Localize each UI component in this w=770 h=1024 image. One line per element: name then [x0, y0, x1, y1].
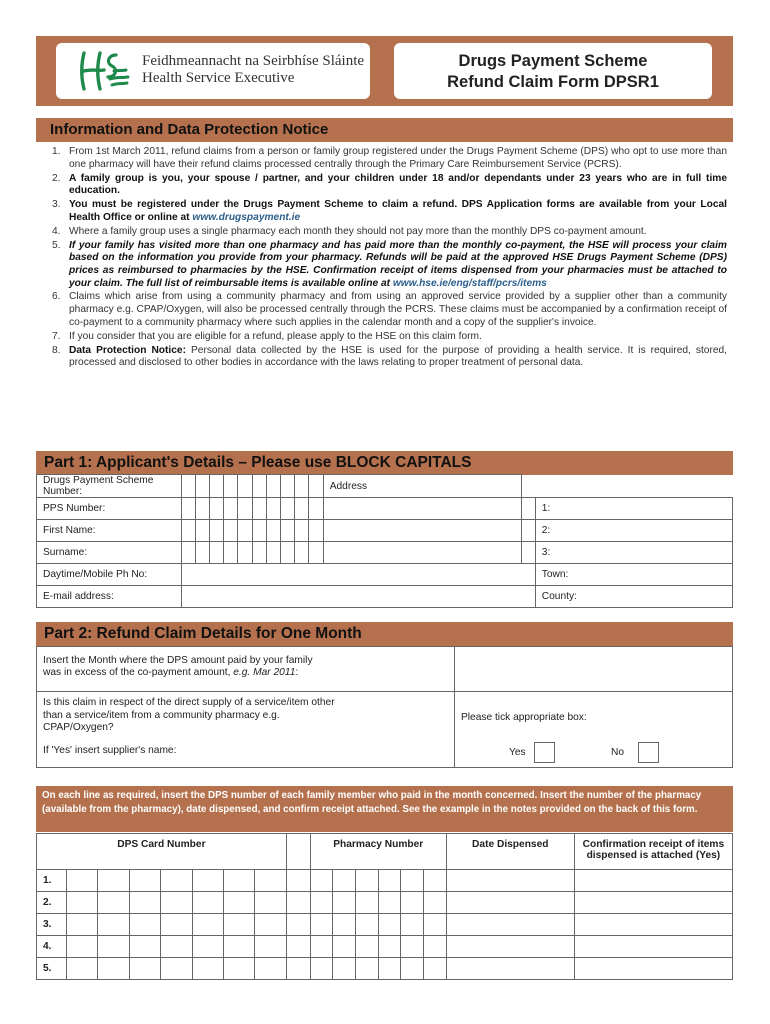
- pharmacy-number-cell[interactable]: [333, 958, 356, 979]
- character-cell[interactable]: [266, 498, 280, 520]
- email-input[interactable]: [181, 586, 535, 608]
- pharmacy-number-input[interactable]: [310, 870, 446, 892]
- dps-card-cell[interactable]: [129, 892, 160, 914]
- address-field[interactable]: 3:: [535, 542, 732, 564]
- dps-number-cell[interactable]: [209, 475, 223, 498]
- dps-card-cell[interactable]: [98, 892, 129, 914]
- dps-number-cell[interactable]: [181, 475, 195, 498]
- dps-card-cell[interactable]: [255, 892, 286, 914]
- dps-number-cell[interactable]: [252, 475, 266, 498]
- claim-row: [37, 892, 733, 914]
- form-title-line2: Refund Claim Form DPSR1: [447, 73, 659, 91]
- pharmacy-number-cell[interactable]: [356, 892, 379, 913]
- dps-card-cell[interactable]: [192, 958, 223, 980]
- part1-heading: Part 1: Applicant's Details – Please use BLOCK CAPITALS: [36, 451, 733, 475]
- confirmation-input[interactable]: [574, 936, 732, 958]
- confirmation-input[interactable]: [574, 914, 732, 936]
- address-field[interactable]: County:: [535, 586, 732, 608]
- dps-card-cell[interactable]: [161, 936, 192, 958]
- pharmacy-number-cell[interactable]: [424, 914, 446, 935]
- row-spacer: [286, 914, 310, 936]
- month-input[interactable]: [455, 647, 733, 692]
- pharmacy-number-input[interactable]: [310, 892, 446, 914]
- character-cell[interactable]: [309, 542, 323, 564]
- character-cell[interactable]: [224, 542, 238, 564]
- character-cell[interactable]: [224, 520, 238, 542]
- dps-card-cell[interactable]: [129, 958, 160, 980]
- direct-supply-line1: Is this claim in respect of the direct supply of a service/item other: [43, 697, 335, 708]
- notice-item-text: If you consider that you are eligible for a refund, please apply to the HSE on this claim form.: [69, 330, 482, 342]
- pharmacy-number-cell[interactable]: [401, 958, 424, 979]
- dps-card-cell[interactable]: [98, 914, 129, 936]
- pharmacy-number-cell[interactable]: [333, 870, 356, 891]
- org-name-english: Health Service Executive: [142, 70, 295, 86]
- notice-heading: Information and Data Protection Notice: [36, 118, 733, 142]
- notice-item-number: 1.: [52, 146, 61, 157]
- pharmacy-number-cell[interactable]: [333, 914, 356, 935]
- dps-number-cell[interactable]: [238, 475, 252, 498]
- dps-card-cell[interactable]: [161, 870, 192, 892]
- claim-row: [37, 914, 733, 936]
- confirmation-header: [574, 834, 732, 870]
- dps-number-cell[interactable]: [309, 475, 323, 498]
- notice-item: [36, 199, 733, 224]
- pharmacy-number-cell[interactable]: [311, 892, 334, 913]
- hse-logo-panel: [56, 43, 370, 99]
- applicant-row: [37, 586, 733, 608]
- claim-row-number: 3.: [37, 914, 67, 936]
- yes-label: Yes: [509, 747, 526, 759]
- character-cell[interactable]: [281, 498, 295, 520]
- character-cell[interactable]: [521, 498, 535, 520]
- character-cell[interactable]: [295, 498, 309, 520]
- dps-card-cell[interactable]: [67, 958, 98, 980]
- character-cell[interactable]: [252, 520, 266, 542]
- dps-card-cell[interactable]: [129, 914, 160, 936]
- date-dispensed-input[interactable]: [446, 958, 574, 980]
- no-option: [611, 742, 659, 763]
- claim-instructions: On each line as required, insert the DPS number of each family member who paid in the month concerned. Insert the number of the pharmacy (available from the pharmacy), date dispensed, and confirm receipt attached. See the example in the notes provided on the back of this form.: [36, 786, 733, 832]
- pharmacy-number-cell[interactable]: [356, 914, 379, 935]
- character-cell[interactable]: [181, 498, 195, 520]
- row-spacer: [286, 892, 310, 914]
- notice-item-number: 3.: [52, 199, 61, 211]
- notice-item-number: 2.: [52, 172, 61, 184]
- date-dispensed-input[interactable]: [446, 870, 574, 892]
- yes-option: [509, 742, 555, 763]
- date-dispensed-header: Date Dispensed: [446, 834, 574, 870]
- org-name-irish: Feidhmeannacht na Seirbhíse Sláinte: [142, 53, 365, 69]
- character-cell[interactable]: [252, 498, 266, 520]
- pharmacy-number-cell[interactable]: [379, 958, 402, 979]
- notice-item-text: If your family has visited more than one pharmacy and has paid more than the monthly co-payment, the HSE will process your claim based on the information you provide from your pharmacy. Refunds will be paid at the approved HSE Drugs Payment Scheme (DPS) prices as reimbursed to pharmacies by the HSE. Confirmation receipt of items dispensed from your pharmacies must be attached to your claim. The full list of reimbursable items is available online at: [69, 239, 727, 289]
- notice-item-lead: Data Protection Notice:: [69, 344, 186, 356]
- pharmacy-number-cell[interactable]: [311, 914, 334, 935]
- pharmacy-number-cell[interactable]: [424, 870, 446, 891]
- applicant-details-table: [36, 474, 733, 608]
- dps-card-cell[interactable]: [161, 892, 192, 914]
- dps-card-cell[interactable]: [223, 936, 254, 958]
- hse-logo-icon: [78, 49, 130, 93]
- character-cell[interactable]: [195, 542, 209, 564]
- notice-item-text: Claims which arise from using a community pharmacy and from using an approved service provided by a supplier other than a community pharmacy e.g. CPAP/Oxygen, will also be processed centrally through the PCRS. These claims must be accompanied by a confirmation receipt of co-payment to a community pharmacy where such applies in the calendar month and a copy of the supplier's invoice.: [69, 291, 727, 328]
- applicant-field-label: PPS Number:: [37, 498, 182, 520]
- character-cell[interactable]: [281, 520, 295, 542]
- claim-row-number: 5.: [37, 958, 67, 980]
- claim-row: [37, 958, 733, 980]
- month-example: e.g. Mar 2011: [233, 667, 296, 678]
- character-cell[interactable]: [238, 520, 252, 542]
- notice-item-text: A family group is you, your spouse / partner, and your children under 18 and/or dependants under 23 years who are in full time education.: [69, 172, 727, 197]
- dps-card-cell[interactable]: [67, 936, 98, 958]
- applicant-row: [37, 564, 733, 586]
- dps-card-cell[interactable]: [98, 870, 129, 892]
- character-cell[interactable]: [238, 542, 252, 564]
- character-cell[interactable]: [309, 498, 323, 520]
- date-dispensed-input[interactable]: [446, 892, 574, 914]
- dps-card-cell[interactable]: [223, 958, 254, 980]
- dps-card-cell[interactable]: [255, 958, 286, 980]
- pharmacy-number-cell[interactable]: [356, 936, 379, 957]
- refund-claim-table: [36, 646, 733, 768]
- confirmation-input[interactable]: [574, 958, 732, 980]
- dps-number-cell[interactable]: [224, 475, 238, 498]
- supplier-name-label: If 'Yes' insert supplier's name:: [43, 744, 177, 756]
- character-cell[interactable]: [295, 542, 309, 564]
- character-cell[interactable]: [181, 542, 195, 564]
- notice-item: [36, 146, 733, 171]
- pharmacy-number-cell[interactable]: [401, 914, 424, 935]
- applicant-field-label: Daytime/Mobile Ph No:: [37, 564, 182, 586]
- notice-item-number: 5.: [52, 239, 61, 251]
- no-checkbox[interactable]: [638, 742, 659, 763]
- address-field[interactable]: 2:: [535, 520, 732, 542]
- applicant-field-label: First Name:: [37, 520, 182, 542]
- applicant-field-label: E-mail address:: [37, 586, 182, 608]
- pharmacy-number-cell[interactable]: [424, 892, 446, 913]
- pharmacy-number-cell[interactable]: [401, 892, 424, 913]
- tick-cell: [455, 692, 733, 768]
- character-cell[interactable]: [521, 542, 535, 564]
- notice-link[interactable]: www.drugspayment.ie: [192, 211, 301, 223]
- dps-card-cell[interactable]: [255, 936, 286, 958]
- dps-card-cell[interactable]: [161, 914, 192, 936]
- notice-item: [36, 240, 733, 290]
- header-spacer: [286, 834, 310, 870]
- character-cell[interactable]: [238, 498, 252, 520]
- character-cell[interactable]: [323, 498, 521, 520]
- notice-item-number: 4.: [52, 225, 61, 237]
- dps-card-cell[interactable]: [192, 892, 223, 914]
- pharmacy-number-cell[interactable]: [379, 914, 402, 935]
- character-cell[interactable]: [195, 498, 209, 520]
- form-title-line1: Drugs Payment Scheme: [458, 52, 648, 70]
- applicant-row: [37, 498, 733, 520]
- part2-heading: Part 2: Refund Claim Details for One Month: [36, 622, 733, 646]
- dps-card-cell[interactable]: [161, 958, 192, 980]
- notice-item-number: 7.: [52, 330, 61, 342]
- notice-item: [36, 226, 733, 239]
- notice-item: [36, 331, 733, 344]
- pharmacy-number-cell[interactable]: [311, 870, 334, 891]
- month-question-line2: was in excess of the co-payment amount, e.g. Mar 2011:: [43, 667, 299, 678]
- yes-checkbox[interactable]: [534, 742, 555, 763]
- row-spacer: [286, 870, 310, 892]
- row-spacer: [286, 958, 310, 980]
- date-dispensed-input[interactable]: [446, 936, 574, 958]
- dps-card-cell[interactable]: [192, 936, 223, 958]
- character-cell[interactable]: [266, 542, 280, 564]
- applicant-row: [37, 520, 733, 542]
- month-question-line1: Insert the Month where the DPS amount paid by your family: [43, 655, 313, 666]
- pharmacy-number-input[interactable]: [310, 914, 446, 936]
- form-title-panel: [394, 43, 712, 99]
- character-cell[interactable]: [195, 520, 209, 542]
- pharmacy-number-cell[interactable]: [379, 870, 402, 891]
- dps-number-cell[interactable]: [281, 475, 295, 498]
- address-field[interactable]: 1:: [535, 498, 732, 520]
- character-cell[interactable]: [323, 542, 521, 564]
- confirmation-input[interactable]: [574, 892, 732, 914]
- applicant-row: [37, 542, 733, 564]
- character-cell[interactable]: [252, 542, 266, 564]
- pharmacy-number-cell[interactable]: [401, 870, 424, 891]
- confirmation-header-line1: Confirmation receipt of items: [582, 839, 725, 850]
- month-question: [37, 647, 455, 692]
- date-dispensed-input[interactable]: [446, 914, 574, 936]
- pharmacy-number-input[interactable]: [310, 958, 446, 980]
- pharmacy-number-cell[interactable]: [356, 958, 379, 979]
- character-cell[interactable]: [309, 520, 323, 542]
- dps-card-cell[interactable]: [67, 892, 98, 914]
- character-cell[interactable]: [266, 520, 280, 542]
- form-header: [36, 36, 733, 106]
- notice-item-number: 6.: [52, 291, 61, 303]
- claim-row: [37, 936, 733, 958]
- notice-item: [36, 173, 733, 198]
- direct-supply-question: [37, 692, 455, 768]
- notice-list: [36, 146, 733, 371]
- pharmacy-number-cell[interactable]: [311, 958, 334, 979]
- dps-card-cell[interactable]: [192, 870, 223, 892]
- pharmacy-number-cell[interactable]: [424, 936, 446, 957]
- direct-supply-line3: CPAP/Oxygen?: [43, 722, 114, 733]
- pharmacy-number-cell[interactable]: [379, 936, 402, 957]
- org-name: [142, 53, 364, 87]
- dps-card-cell[interactable]: [255, 870, 286, 892]
- dps-number-cell[interactable]: [195, 475, 209, 498]
- row-spacer: [286, 936, 310, 958]
- pharmacy-number-cell[interactable]: [424, 958, 446, 979]
- character-cell[interactable]: [209, 520, 223, 542]
- notice-item: [36, 345, 733, 370]
- phone-input[interactable]: [181, 564, 535, 586]
- pharmacy-number-header: Pharmacy Number: [310, 834, 446, 870]
- notice-item-text: Where a family group uses a single pharmacy each month they should not pay more than the monthly DPS co-payment amount.: [69, 225, 647, 237]
- applicant-field-label: Drugs Payment Scheme Number:: [37, 475, 182, 498]
- character-cell[interactable]: [281, 542, 295, 564]
- notice-link[interactable]: www.hse.ie/eng/staff/pcrs/items: [392, 277, 547, 289]
- address-field[interactable]: Town:: [535, 564, 732, 586]
- character-cell[interactable]: [209, 542, 223, 564]
- character-cell[interactable]: [209, 498, 223, 520]
- confirmation-input[interactable]: [574, 870, 732, 892]
- dps-card-cell[interactable]: [67, 914, 98, 936]
- applicant-field-label: Surname:: [37, 542, 182, 564]
- dps-card-cell[interactable]: [223, 914, 254, 936]
- dps-card-cell[interactable]: [98, 958, 129, 980]
- notice-item: [36, 291, 733, 329]
- dps-card-cell[interactable]: [67, 870, 98, 892]
- dps-card-cell[interactable]: [129, 936, 160, 958]
- confirmation-header-line2: dispensed is attached (Yes): [586, 850, 721, 861]
- pharmacy-number-cell[interactable]: [333, 936, 356, 957]
- applicant-row: [37, 475, 733, 498]
- notice-item-number: 8.: [52, 344, 61, 356]
- claims-grid: [36, 833, 733, 980]
- dps-card-cell[interactable]: [223, 892, 254, 914]
- pharmacy-number-cell[interactable]: [311, 936, 334, 957]
- pharmacy-number-cell[interactable]: [379, 892, 402, 913]
- notice-item-text: You must be registered under the Drugs Payment Scheme to claim a refund. DPS Application forms are available from your Local Health Office or online at: [69, 199, 727, 223]
- claim-row: [37, 870, 733, 892]
- dps-number-cell[interactable]: [266, 475, 280, 498]
- dps-card-cell[interactable]: [98, 936, 129, 958]
- no-label: No: [611, 747, 625, 759]
- notice-item-text: Personal data collected by the HSE is used for the purpose of providing a health service. It is required, stored, processed and disclosed to other bodies in accordance with the laws relating to proper treatment of personal data.: [69, 344, 728, 369]
- claim-row-number: 2.: [37, 892, 67, 914]
- character-cell[interactable]: [295, 520, 309, 542]
- character-cell[interactable]: [323, 520, 521, 542]
- pharmacy-number-cell[interactable]: [401, 936, 424, 957]
- address-field: Address: [323, 475, 521, 498]
- pharmacy-number-cell[interactable]: [333, 892, 356, 913]
- notice-item-text: From 1st March 2011, refund claims from a person or family group registered under the Drugs Payment Scheme (DPS) who opt to use more than one pharmacy will have their refund claims processed centrally through the Primary Care Reimbursement Service (PCRS).: [69, 146, 727, 170]
- dps-number-cell[interactable]: [295, 475, 309, 498]
- character-cell[interactable]: [181, 520, 195, 542]
- character-cell[interactable]: [224, 498, 238, 520]
- dps-card-cell[interactable]: [129, 870, 160, 892]
- pharmacy-number-input[interactable]: [310, 936, 446, 958]
- claim-row-number: 4.: [37, 936, 67, 958]
- dps-card-cell[interactable]: [255, 914, 286, 936]
- dps-card-cell[interactable]: [223, 870, 254, 892]
- dps-card-cell[interactable]: [192, 914, 223, 936]
- tick-instruction: Please tick appropriate box:: [461, 712, 587, 723]
- claim-row-number: 1.: [37, 870, 67, 892]
- dps-card-header: DPS Card Number: [37, 834, 287, 870]
- pharmacy-number-cell[interactable]: [356, 870, 379, 891]
- direct-supply-line2: than a service/item from a community pharmacy e.g.: [43, 709, 280, 721]
- character-cell[interactable]: [521, 520, 535, 542]
